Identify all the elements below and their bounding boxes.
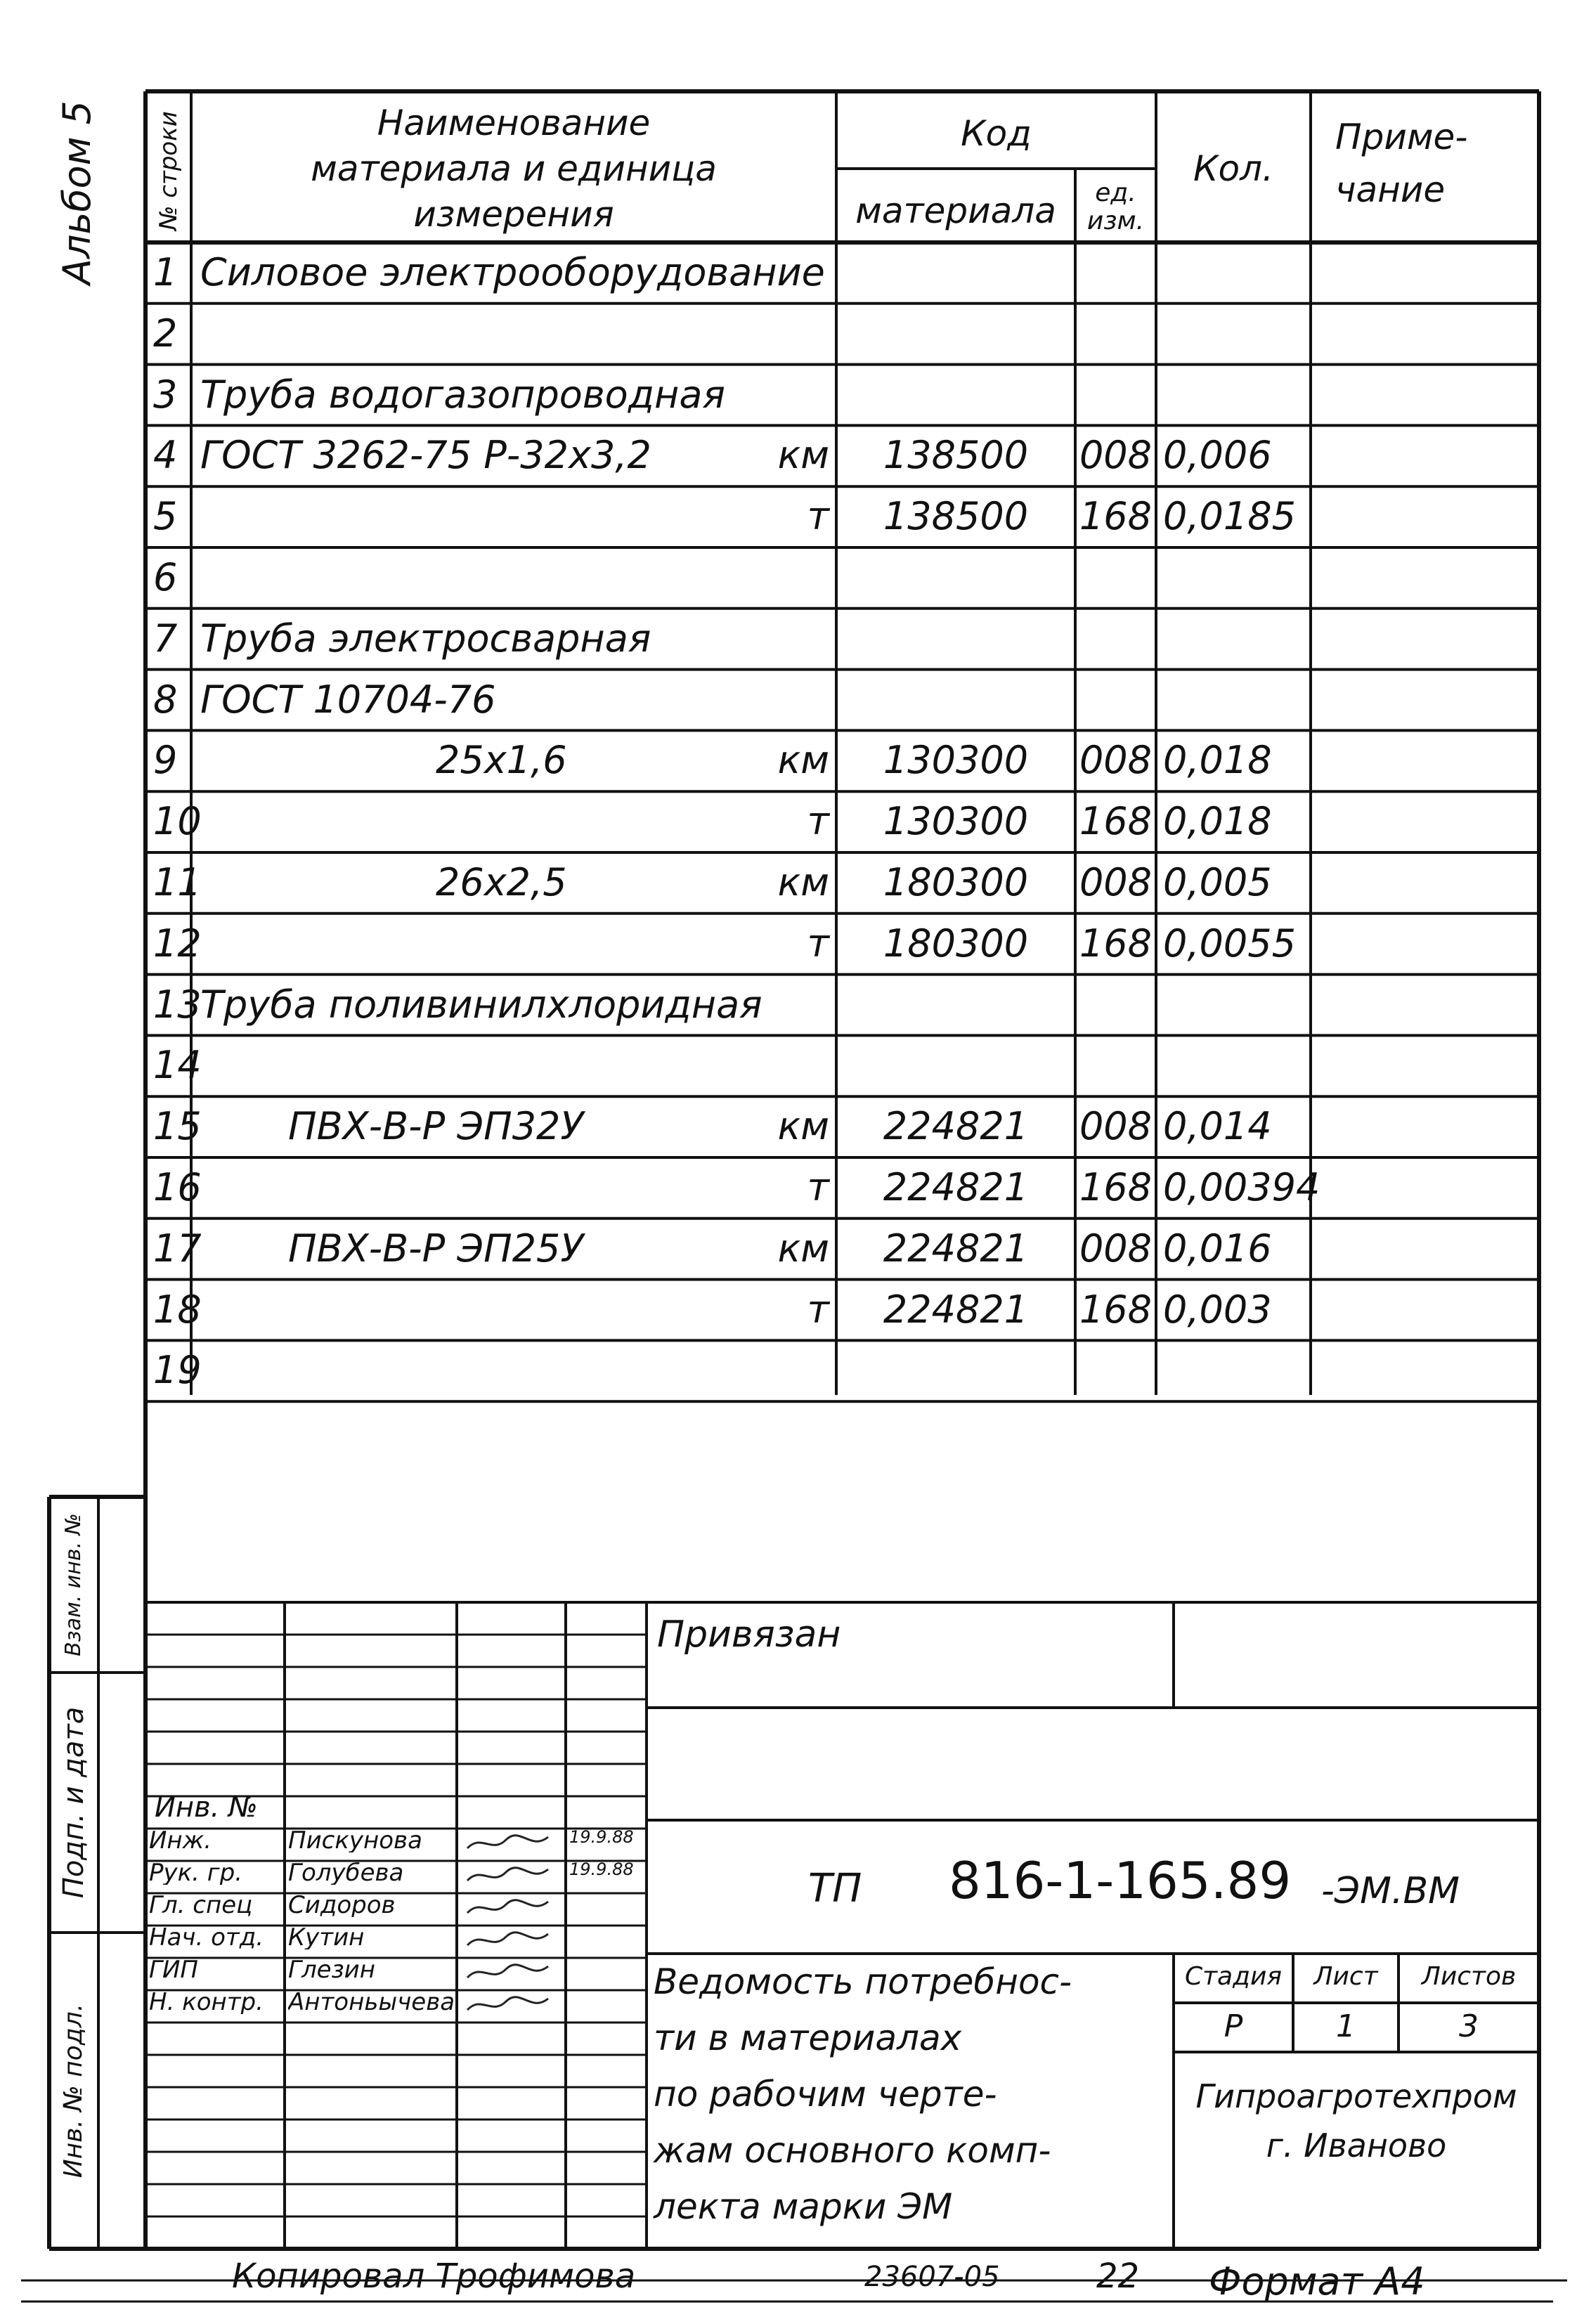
sheets-label: Листов	[1421, 1962, 1517, 1991]
row-number: 11	[153, 860, 202, 904]
row-unit-code: 168	[1079, 921, 1153, 966]
signature-mark	[464, 1927, 555, 1957]
row-unit: т	[807, 1165, 829, 1209]
signature-mark	[464, 1959, 555, 1989]
row-name: Труба электросварная	[200, 616, 651, 661]
format-label: Формат А4	[1209, 2259, 1425, 2304]
stamp-person-name: Антоньычева	[288, 1990, 455, 2014]
row-number: 10	[153, 799, 202, 844]
stamp-role: Нач. отд.	[149, 1926, 264, 1949]
row-material-code: 130300	[883, 799, 1029, 844]
row-number: 7	[153, 616, 178, 661]
stamp-role: Инж.	[149, 1829, 212, 1852]
header-name-line-3: измерения	[413, 194, 614, 235]
sheet-value: 1	[1336, 2008, 1356, 2044]
row-number: 6	[153, 555, 178, 599]
row-unit-code: 008	[1079, 860, 1153, 904]
row-unit: т	[807, 799, 829, 844]
stamp-person-name: Кутин	[288, 1926, 365, 1949]
org-city: г. Иваново	[1266, 2127, 1447, 2164]
row-material-code: 224821	[883, 1287, 1029, 1332]
row-material-code: 224821	[883, 1226, 1029, 1271]
sheets-value: 3	[1459, 2008, 1479, 2044]
row-material-code: 138500	[883, 433, 1029, 478]
doc-code-suffix: -ЭМ.ВМ	[1321, 1870, 1460, 1912]
row-material-code: 180300	[883, 921, 1029, 966]
row-name: ПВХ-В-Р ЭП32У	[288, 1104, 584, 1149]
row-name: ГОСТ 10704-76	[200, 677, 496, 722]
row-number: 5	[153, 494, 178, 539]
side-label-podp: Подп. и дата	[58, 1706, 90, 1899]
org-name: Гипроагротехпром	[1195, 2077, 1517, 2115]
stamp-role: Н. контр.	[149, 1990, 264, 2014]
row-quantity: 0,0055	[1163, 921, 1296, 966]
page-number: 22	[1096, 2257, 1140, 2296]
row-quantity: 0,018	[1163, 738, 1272, 783]
stamp-role: ГИП	[149, 1958, 198, 1982]
header-code-material: материала	[855, 190, 1056, 231]
row-material-code: 224821	[883, 1165, 1029, 1209]
row-number: 15	[153, 1104, 202, 1149]
header-name-line-2: материала и единица	[311, 148, 717, 189]
row-unit-code: 168	[1079, 494, 1153, 539]
stamp-person-name: Сидоров	[288, 1893, 396, 1917]
row-number: 8	[153, 677, 178, 722]
row-quantity: 0,005	[1163, 860, 1272, 904]
row-quantity: 0,014	[1163, 1104, 1272, 1149]
row-number: 4	[153, 433, 178, 478]
stamp-person-name: Голубева	[288, 1861, 404, 1885]
doc-title-line-5: лекта марки ЭМ	[654, 2186, 953, 2227]
row-unit: км	[777, 433, 829, 478]
row-number: 9	[153, 738, 178, 783]
privyazan-label: Привязан	[657, 1614, 841, 1656]
row-unit: км	[777, 738, 829, 783]
stage-label: Стадия	[1184, 1962, 1283, 1991]
side-label-inv: Инв. № подл.	[59, 2003, 88, 2179]
stamp-date: 19.9.88	[569, 1829, 634, 1845]
signature-mark	[464, 1830, 555, 1860]
doc-code: 816-1-165.89	[949, 1851, 1292, 1910]
row-number: 16	[153, 1165, 202, 1209]
row-name: 26х2,5	[436, 860, 567, 904]
row-material-code: 224821	[883, 1104, 1029, 1149]
order-number: 23607-05	[864, 2261, 1000, 2293]
row-quantity: 0,0185	[1163, 494, 1296, 539]
row-number: 19	[153, 1348, 202, 1393]
row-name: ПВХ-В-Р ЭП25У	[288, 1226, 584, 1271]
doc-code-prefix: ТП	[808, 1866, 862, 1911]
row-material-code: 130300	[883, 738, 1029, 783]
row-unit: т	[807, 921, 829, 966]
row-unit-code: 168	[1079, 1165, 1153, 1209]
signature-mark	[464, 1862, 555, 1893]
row-number: 3	[153, 372, 178, 417]
doc-title-line-2: ти в материалах	[654, 2018, 962, 2058]
side-label-vzam: Взам. инв. №	[61, 1513, 86, 1656]
stamp-role: Рук. гр.	[149, 1861, 243, 1885]
doc-title-line-4: жам основного комп-	[654, 2130, 1051, 2171]
doc-title-line-3: по рабочим черте-	[654, 2074, 997, 2115]
row-number: 1	[153, 250, 178, 294]
row-number: 18	[153, 1287, 202, 1332]
stamp-date: 19.9.88	[569, 1861, 634, 1878]
row-unit: км	[777, 1104, 829, 1149]
header-code-unit: ед. изм.	[1086, 178, 1145, 235]
header-code: Код	[961, 113, 1032, 154]
row-unit: км	[777, 860, 829, 904]
album-label: Альбом 5	[55, 100, 99, 285]
header-note-line-1: Приме-	[1335, 117, 1468, 157]
inv-no-label: Инв. №	[155, 1791, 258, 1824]
header-qty: Кол.	[1193, 148, 1273, 189]
row-unit-code: 008	[1079, 738, 1153, 783]
row-quantity: 0,018	[1163, 799, 1272, 844]
row-unit-code: 008	[1079, 433, 1153, 478]
row-unit: т	[807, 1287, 829, 1332]
row-unit-code: 168	[1079, 1287, 1153, 1332]
stage-value: Р	[1224, 2008, 1243, 2044]
stamp-person-name: Пискунова	[288, 1829, 422, 1852]
header-note-line-2: чание	[1335, 169, 1446, 210]
row-name: ГОСТ 3262-75 Р-32х3,2	[200, 433, 651, 478]
row-number: 13	[153, 982, 202, 1027]
header-row-number: № строки	[155, 111, 183, 231]
row-unit-code: 168	[1079, 799, 1153, 844]
row-number: 14	[153, 1043, 202, 1088]
row-name: Труба водогазопроводная	[200, 372, 725, 417]
copied-by: Копировал Трофимова	[232, 2257, 636, 2296]
row-quantity: 0,016	[1163, 1226, 1272, 1271]
row-unit-code: 008	[1079, 1226, 1153, 1271]
row-number: 17	[153, 1226, 202, 1271]
row-name: Силовое электрооборудование	[200, 250, 825, 294]
row-quantity: 0,006	[1163, 433, 1272, 478]
row-material-code: 180300	[883, 860, 1029, 904]
stamp-person-name: Глезин	[288, 1958, 375, 1982]
row-name: Труба поливинилхлоридная	[200, 982, 762, 1027]
row-quantity: 0,00394	[1163, 1165, 1320, 1209]
signature-mark	[464, 1992, 555, 2022]
row-unit: т	[807, 494, 829, 539]
row-unit-code: 008	[1079, 1104, 1153, 1149]
doc-title-line-1: Ведомость потребнос-	[654, 1961, 1072, 2002]
stamp-role: Гл. спец	[149, 1893, 253, 1917]
row-material-code: 138500	[883, 494, 1029, 539]
header-name-line-1: Наименование	[377, 103, 651, 143]
row-number: 12	[153, 921, 202, 966]
signature-mark	[464, 1895, 555, 1925]
row-number: 2	[153, 311, 178, 356]
row-name: 25х1,6	[436, 738, 567, 783]
row-unit: км	[777, 1226, 829, 1271]
row-quantity: 0,003	[1163, 1287, 1272, 1332]
sheet-label: Лист	[1313, 1962, 1378, 1991]
